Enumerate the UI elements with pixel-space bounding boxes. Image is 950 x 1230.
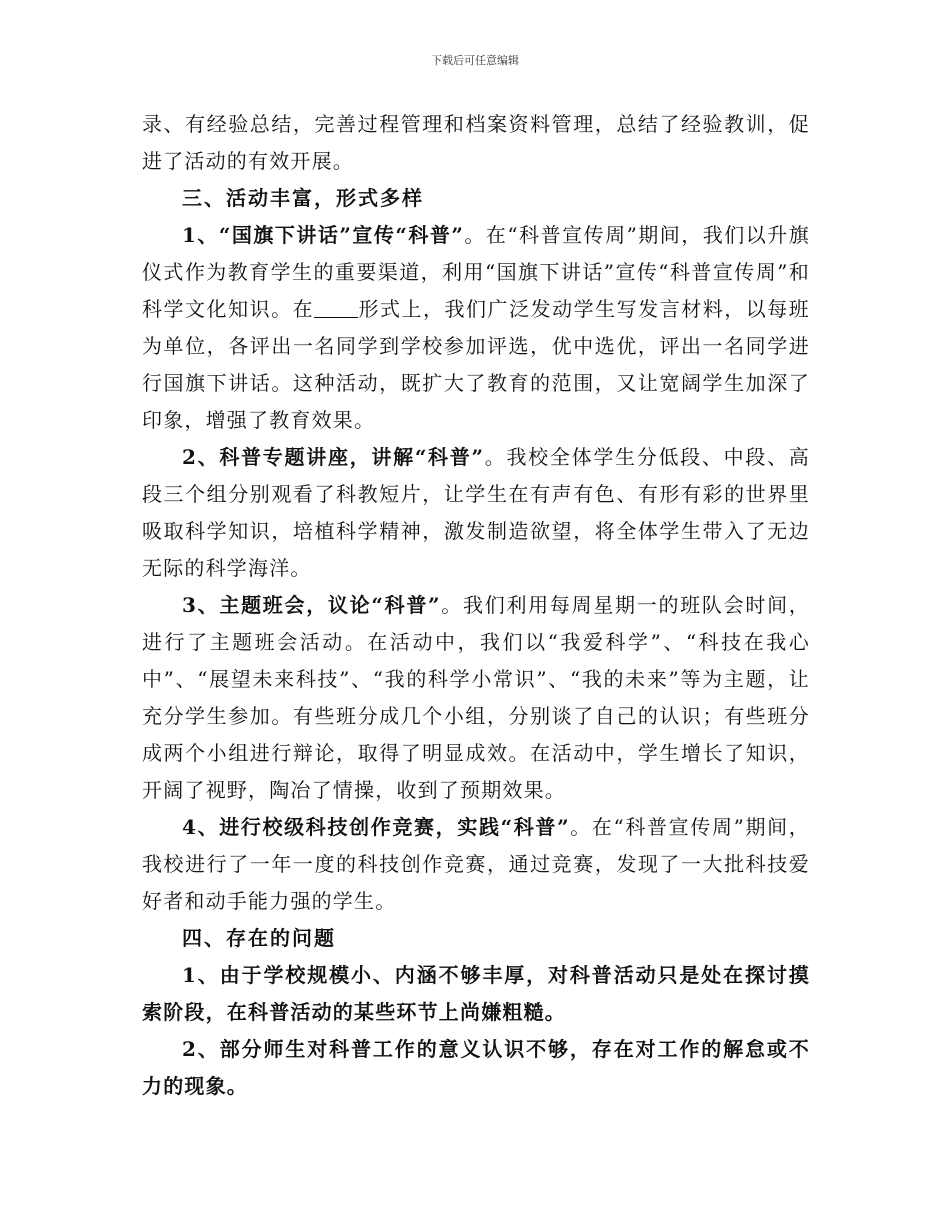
paragraph-item-1 (142, 217, 810, 439)
item-4-title: 4、进行校级科技创作竞赛，实践“科普” (182, 815, 570, 839)
item-1-text-b: 形式上，我们广泛发动学生写发言材料，以每班为单位，各评出一名同学到学校参加评选，优中选优，评出一名同学进行国旗下讲话。这种活动，既扩大了教育的范围，又让宽阔学生加深了印象，增强了教育效果。 (142, 297, 810, 432)
problem-item-2: 2、部分师生对科普工作的意义认识不够，存在对工作的解怠或不力的现象。 (142, 1037, 810, 1098)
section-heading-3: 三、活动丰富，形式多样 (182, 186, 424, 210)
paragraph-item-3 (142, 587, 810, 809)
item-2-text: 。我校全体学生分低段、中段、高段三个组分别观看了科教短片，让学生在有声有色、有形有彩的世界里吸取科学知识，培植科学精神，激发制造欲望，将全体学生带入了无边无际的科学海洋。 (142, 445, 810, 580)
paragraph-item-2 (142, 439, 810, 587)
blank-underline (314, 297, 358, 318)
problem-item-1: 1、由于学校规模小、内涵不够丰厚，对科普活动只是处在探讨摸索阶段，在科普活动的某些环节上尚嫌粗糙。 (142, 963, 810, 1024)
section-heading-4: 四、存在的问题 (182, 926, 336, 950)
item-2-title: 2、科普专题讲座，讲解“科普” (182, 445, 485, 469)
paragraph-item-4 (142, 809, 810, 920)
item-3-title: 3、主题班会，议论“科普” (182, 593, 441, 617)
item-3-text: 。我们利用每周星期一的班队会时间，进行了主题班会活动。在活动中，我们以“我爱科学”、“科技在我心中”、“展望未来科技”、“我的科学小常识”、“我的未来”等为主题，让充分学生参加。有些班分成几个小组，分别谈了自己的认识；有些班分成两个小组进行辩论，取得了明显成效。在活动中，学生增长了知识，开阔了视野，陶冶了情操，收到了预期效果。 (142, 593, 810, 802)
paragraph-continuation: 录、有经验总结，完善过程管理和档案资料管理，总结了经验教训，促进了活动的有效开展。 (142, 112, 810, 173)
item-1-text-a: 。在“科普宣传周”期间，我们以升旗仪式作为教育学生的重要渠道，利用“国旗下讲话”宣传“科普宣传周”和科学文化知识。在 (142, 223, 810, 321)
item-4-text: 。在“科普宣传周”期间，我校进行了一年一度的科技创作竞赛，通过竞赛，发现了一大批科技爱好者和动手能力强的学生。 (142, 815, 810, 913)
document-body (142, 106, 810, 1105)
item-1-title: 1、“国旗下讲话”宣传“科普” (182, 223, 465, 247)
page-header: 下载后可任意编辑 (431, 54, 519, 67)
